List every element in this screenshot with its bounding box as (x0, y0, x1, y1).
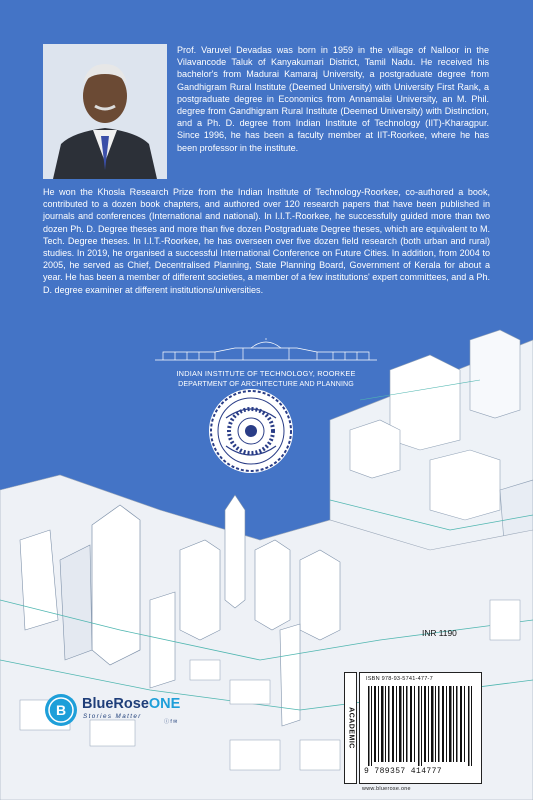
category-label: ACADEMIC (344, 672, 357, 784)
bluerose-b-icon (44, 693, 78, 727)
author-photo (43, 44, 167, 179)
book-price: INR 1190 (422, 628, 457, 638)
iit-roorkee-seal-icon (208, 388, 294, 474)
publisher-website: www.bluerose.one (362, 786, 411, 792)
institution-block (155, 338, 377, 388)
isbn-number: ISBN 978-93-5741-477-7 (366, 676, 433, 682)
department-name: DEPARTMENT OF ARCHITECTURE AND PLANNING (178, 380, 354, 388)
isbn-digits: 9 789357 414777 (364, 767, 443, 776)
publisher-tagline: Stories Matter (83, 713, 142, 720)
author-bio-paragraph-1: Prof. Varuvel Devadas was born in 1959 in the village of Nalloor in the Vilavancode Taluk of Kanyakumari District, Tamil Nadu. He received his bachelor's from Madurai Kamaraj University, a postgraduate degree from Gandhigram Rural Institute (Deemed University) with University First Rank, a postgraduate degree in Economics from Annamalai University, an M. Phil. degree from Gandhigram Rural Institute (Deemed University) with Distinction, and a Ph. D. degree from Indian Institute of Technology (IIT)-Kharagpur. Since 1996, he has been a faculty member at IIT-Roorkee, where he has been professor in the institute. (177, 45, 489, 153)
isbn-barcode-box (359, 672, 482, 784)
institution-name: INDIAN INSTITUTE OF TECHNOLOGY, ROORKEE (176, 369, 356, 378)
author-bio-paragraph-2: He won the Khosla Research Prize from the Indian Institute of Technology-Roorkee, co-authored a book, contributed to a dozen book chapters, and authored over 120 research papers that have been published in journals and conferences (International and national). In I.I.T.-Roorkee, he successfully guided more than two dozen Ph. D. Degree theses and more than five dozen Postgraduate Degree theses, which are equivalent to M. Tech. Degree theses. In I.I.T.-Roorkee, he has overseen over five dozen field research (both urban and rural) studies. In 2019, he organised a successful International Conference on Future Cities. In addition, from 2004 to 2005, he served as Chief, Decentralised Planning, State Planning Board, Government of Kerala for about a year. He has been a member of different societies, a member of a few institutions' expert committees, and a Ph. D. degree examiner at different institutions/universities. (43, 187, 490, 295)
publisher-brand: BlueRoseONE (82, 696, 181, 712)
building-outline-icon (155, 338, 377, 362)
svg-text:B: B (55, 702, 67, 718)
barcode-icon (366, 686, 476, 766)
social-icons: ⓘ f ✉ (164, 719, 178, 725)
